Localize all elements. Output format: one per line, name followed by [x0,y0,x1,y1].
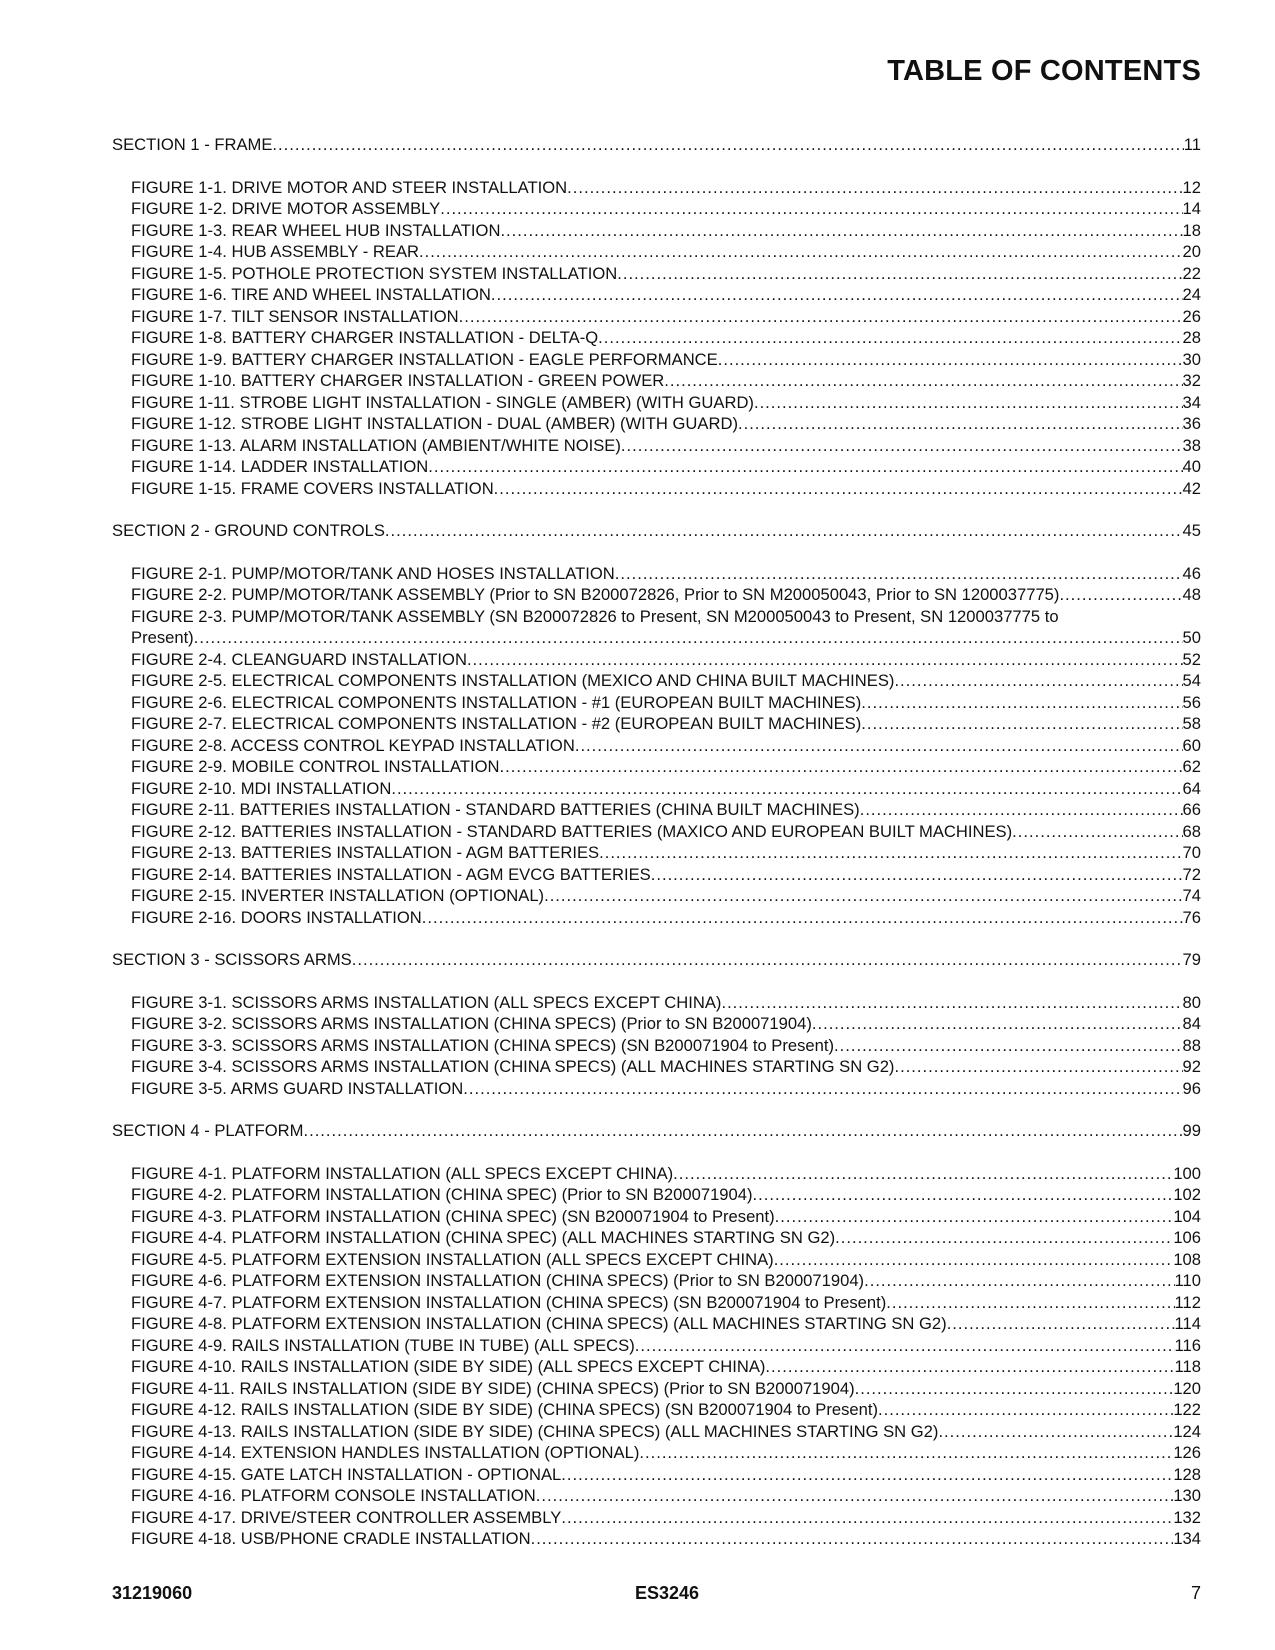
toc-figure-entry[interactable] [112,177,1201,199]
toc-page-number: 11 [1183,135,1201,154]
toc-figure-entry[interactable] [112,1056,1201,1078]
dot-leader [463,1078,1182,1100]
toc-figure-title: FIGURE 1-10. BATTERY CHARGER INSTALLATION - GREEN POWER [131,371,665,390]
toc-page-number: 46 [1182,563,1201,583]
toc-figure-entry[interactable] [112,563,1201,585]
toc-figure-title: FIGURE 3-4. SCISSORS ARMS INSTALLATION (CHINA SPECS) (ALL MACHINES STARTING SN G2) [131,1057,895,1076]
toc-figure-title: FIGURE 3-1. SCISSORS ARMS INSTALLATION (ALL SPECS EXCEPT CHINA) [131,992,722,1012]
toc-figure-title: FIGURE 1-3. REAR WHEEL HUB INSTALLATION [131,220,501,240]
toc-figure-entry[interactable] [112,1013,1201,1035]
dot-leader [194,627,1183,649]
toc-figure-entry[interactable] [112,198,1201,220]
dot-leader [617,263,1182,285]
toc-figure-entry[interactable] [112,627,1201,649]
dot-leader [812,1013,1183,1035]
toc-figure-entry[interactable] [112,778,1201,800]
toc-page-number: 84 [1182,1014,1201,1033]
dot-leader [391,778,1182,800]
toc-figure-title: FIGURE 3-2. SCISSORS ARMS INSTALLATION (CHINA SPECS) (Prior to SN B200071904) [131,1014,812,1033]
toc-page-number: 28 [1182,328,1201,347]
dot-leader [861,713,1182,735]
toc-figure-title: FIGURE 2-2. PUMP/MOTOR/TANK ASSEMBLY (Prior to SN B200072826, Prior to SN M200050043, Prior to SN 1200037775) [131,585,1060,604]
dot-leader [774,1249,1174,1271]
toc-figure-title: FIGURE 2-7. ELECTRICAL COMPONENTS INSTALLATION - #2 (EUROPEAN BUILT MACHINES) [131,714,862,733]
toc-figure-entry[interactable] [112,1442,1201,1464]
toc-page-number: 124 [1173,1421,1201,1441]
toc-page-number: 134 [1173,1529,1201,1548]
toc-figure-entry[interactable] [112,649,1201,671]
toc-figure-entry[interactable] [112,907,1201,929]
toc-page-number: 22 [1182,263,1201,283]
dot-leader [861,692,1182,714]
toc-page-number: 120 [1173,1378,1201,1398]
toc-figure-title: FIGURE 2-12. BATTERIES INSTALLATION - STANDARD BATTERIES (MAXICO AND EUROPEAN BUILT MACHINES) [131,821,1013,841]
toc-section-title: SECTION 3 - SCISSORS ARMS [112,950,352,969]
dot-leader [855,1378,1174,1400]
toc-figure-entry[interactable] [112,263,1201,285]
dot-leader [878,1399,1173,1421]
dot-leader [561,1464,1173,1486]
toc-figure-title: FIGURE 1-13. ALARM INSTALLATION (AMBIENT/WHITE NOISE) [131,435,621,455]
toc-figure-entry[interactable] [112,1292,1201,1314]
toc-figure-title: FIGURE 4-18. USB/PHONE CRADLE INSTALLATION [131,1529,531,1548]
toc-section-title: SECTION 1 - FRAME [112,135,273,154]
dot-leader [598,327,1182,349]
toc-figure-entry[interactable] [112,584,1201,606]
toc-page-number: 100 [1173,1163,1201,1183]
toc-page-number: 116 [1174,1335,1201,1355]
toc-figure-title: FIGURE 4-14. EXTENSION HANDLES INSTALLATION (OPTIONAL) [131,1443,640,1462]
dot-leader [938,1421,1173,1443]
toc-page-number: 122 [1173,1400,1201,1419]
toc-figure-entry[interactable] [112,1163,1201,1185]
toc-figure-title: Present) [131,628,194,647]
dot-leader [738,413,1183,435]
toc-page-number: 130 [1173,1486,1201,1505]
toc-figure-title: FIGURE 2-15. INVERTER INSTALLATION (OPTIONAL) [131,886,545,905]
toc-figure-entry[interactable] [112,220,1201,242]
dot-leader [531,1528,1174,1550]
dot-leader [575,735,1183,757]
toc-page-number: 18 [1182,220,1201,240]
toc-page-number: 64 [1182,778,1201,798]
toc-figure-title: FIGURE 2-13. BATTERIES INSTALLATION - AGM BATTERIES [131,843,600,862]
dot-leader [536,1485,1174,1507]
toc-figure-title: FIGURE 1-15. FRAME COVERS INSTALLATION [131,478,494,498]
toc-page-number: 126 [1173,1443,1201,1462]
toc-figure-title: FIGURE 4-11. RAILS INSTALLATION (SIDE BY SIDE) (CHINA SPECS) (Prior to SN B200071904) [131,1378,855,1398]
toc-figure-entry[interactable] [112,692,1201,714]
dot-leader [947,1313,1175,1335]
dot-leader [494,478,1183,500]
toc-page-number: 20 [1182,242,1201,261]
toc-figure-entry[interactable] [112,756,1201,778]
toc-page-number: 88 [1182,1035,1201,1055]
dot-leader [561,1507,1173,1529]
toc-figure-title: FIGURE 3-3. SCISSORS ARMS INSTALLATION (CHINA SPECS) (SN B200071904 to Present) [131,1035,835,1055]
toc-figure-entry[interactable] [112,327,1201,349]
dot-leader [599,842,1182,864]
toc-figure-title: FIGURE 4-3. PLATFORM INSTALLATION (CHINA SPEC) (SN B200071904 to Present) [131,1206,775,1226]
toc-page-number: 104 [1173,1206,1201,1226]
toc-figure-entry[interactable] [112,306,1201,328]
dot-leader [765,1356,1174,1378]
dot-leader [835,1227,1173,1249]
toc-figure-entry[interactable] [112,1184,1201,1206]
toc-page-number: 24 [1182,285,1201,304]
toc-figure-title: FIGURE 4-17. DRIVE/STEER CONTROLLER ASSEMBLY [131,1507,562,1527]
dot-leader [754,392,1183,414]
toc-section-entry[interactable] [112,1120,1201,1142]
toc-figure-entry[interactable] [112,1399,1201,1421]
toc-figure-title: FIGURE 1-7. TILT SENSOR INSTALLATION [131,306,459,326]
dot-leader [639,1442,1173,1464]
toc-figure-title: FIGURE 2-16. DOORS INSTALLATION [131,907,422,927]
toc-page-number: 48 [1182,585,1201,604]
toc-page-number: 56 [1182,692,1201,712]
toc-figure-title: FIGURE 4-15. GATE LATCH INSTALLATION - OPTIONAL [131,1464,562,1484]
toc-figure-entry[interactable] [112,713,1201,735]
toc-page-number: 79 [1182,950,1201,969]
toc-figure-title: FIGURE 2-8. ACCESS CONTROL KEYPAD INSTALLATION [131,735,575,755]
toc-figure-title: FIGURE 4-8. PLATFORM EXTENSION INSTALLATION (CHINA SPECS) (ALL MACHINES STARTING SN G2) [131,1314,947,1333]
toc-page-number: 108 [1173,1249,1201,1269]
toc-page-number: 106 [1173,1228,1201,1247]
toc-figure-entry[interactable] [112,1507,1201,1529]
toc-figure-entry[interactable] [112,842,1201,864]
toc-figure-title: FIGURE 1-8. BATTERY CHARGER INSTALLATION - DELTA-Q [131,328,599,347]
toc-figure-title: FIGURE 4-16. PLATFORM CONSOLE INSTALLATION [131,1486,536,1505]
toc-page-number: 36 [1182,414,1201,433]
footer-doc-number: 31219060 [112,1583,193,1603]
toc-page-number: 62 [1182,757,1201,776]
toc-page-number: 52 [1182,649,1201,669]
toc-figure-entry[interactable] [112,885,1201,907]
toc-page-number: 112 [1174,1292,1201,1312]
toc-figure-title: FIGURE 4-2. PLATFORM INSTALLATION (CHINA SPEC) (Prior to SN B200071904) [131,1185,753,1204]
toc-page-number: 32 [1182,371,1201,390]
toc-figure-entry[interactable] [112,392,1201,414]
toc-figure-title: FIGURE 1-9. BATTERY CHARGER INSTALLATION - EAGLE PERFORMANCE [131,349,718,369]
toc-figure-title: FIGURE 2-4. CLEANGUARD INSTALLATION [131,649,467,669]
toc-figure-title: FIGURE 2-14. BATTERIES INSTALLATION - AGM EVCG BATTERIES [131,864,651,884]
table-of-contents [112,134,1201,1550]
toc-figure-title: FIGURE 1-12. STROBE LIGHT INSTALLATION - DUAL (AMBER) (WITH GUARD) [131,414,738,433]
toc-page-number: 34 [1182,392,1201,412]
dot-leader [894,670,1182,692]
dot-leader [651,864,1183,886]
toc-figure-entry[interactable] [112,370,1201,392]
toc-figure-entry[interactable] [112,478,1201,500]
toc-figure-entry[interactable] [112,799,1201,821]
dot-leader [1012,821,1182,843]
toc-figure-entry[interactable] [112,1464,1201,1486]
toc-page-number: 99 [1182,1121,1201,1140]
toc-figure-entry[interactable] [112,349,1201,371]
toc-figure-entry[interactable] [112,864,1201,886]
toc-figure-entry[interactable] [112,606,1201,628]
toc-page-number: 50 [1182,628,1201,647]
dot-leader [894,1056,1182,1078]
dot-leader [500,756,1183,778]
toc-page-number: 96 [1182,1078,1201,1098]
dot-leader [775,1206,1174,1228]
toc-page-number: 132 [1173,1507,1201,1527]
toc-figure-entry[interactable] [112,1485,1201,1507]
toc-figure-title: FIGURE 2-10. MDI INSTALLATION [131,778,392,798]
toc-page-number: 42 [1182,478,1201,498]
toc-figure-entry[interactable] [112,413,1201,435]
toc-figure-entry[interactable] [112,241,1201,263]
dot-leader [615,563,1183,585]
toc-page-number: 12 [1182,177,1201,197]
dot-leader [544,885,1182,907]
page-title: TABLE OF CONTENTS [887,55,1201,87]
dot-leader [467,649,1183,671]
toc-page-number: 110 [1174,1271,1201,1290]
dot-leader [419,241,1183,263]
toc-figure-title: FIGURE 4-5. PLATFORM EXTENSION INSTALLATION (ALL SPECS EXCEPT CHINA) [131,1249,774,1269]
toc-figure-entry[interactable] [112,1356,1201,1378]
toc-figure-entry[interactable] [112,1249,1201,1271]
toc-figure-title: FIGURE 3-5. ARMS GUARD INSTALLATION [131,1078,464,1098]
dot-leader [500,220,1182,242]
dot-leader [440,198,1182,220]
toc-figure-title: FIGURE 2-11. BATTERIES INSTALLATION - STANDARD BATTERIES (CHINA BUILT MACHINES) [131,800,860,819]
toc-page-number: 40 [1182,457,1201,476]
toc-figure-entry[interactable] [112,1035,1201,1057]
toc-section-entry[interactable] [112,520,1201,542]
toc-figure-entry[interactable] [112,1335,1201,1357]
toc-figure-title: FIGURE 4-9. RAILS INSTALLATION (TUBE IN TUBE) (ALL SPECS) [131,1335,635,1355]
toc-figure-entry[interactable] [112,1206,1201,1228]
toc-page-number: 76 [1182,907,1201,927]
toc-page-number: 66 [1182,800,1201,819]
toc-figure-entry[interactable] [112,1378,1201,1400]
dot-leader [428,456,1182,478]
toc-section-entry[interactable] [112,134,1201,156]
toc-figure-title: FIGURE 1-4. HUB ASSEMBLY - REAR [131,242,420,261]
toc-figure-entry[interactable] [112,821,1201,843]
dot-leader [834,1035,1183,1057]
toc-figure-title: FIGURE 4-12. RAILS INSTALLATION (SIDE BY SIDE) (CHINA SPECS) (SN B200071904 to Present) [131,1400,878,1419]
toc-figure-title: FIGURE 4-6. PLATFORM EXTENSION INSTALLATION (CHINA SPECS) (Prior to SN B200071904) [131,1271,865,1290]
toc-page-number: 45 [1182,521,1201,540]
footer-page-number: 7 [1190,1583,1201,1603]
toc-figure-title: FIGURE 1-11. STROBE LIGHT INSTALLATION - SINGLE (AMBER) (WITH GUARD) [131,392,754,412]
toc-page-number: 38 [1182,435,1201,455]
dot-leader [721,992,1182,1014]
dot-leader [422,907,1183,929]
dot-leader [860,799,1183,821]
dot-leader [272,134,1183,156]
toc-figure-title: FIGURE 2-1. PUMP/MOTOR/TANK AND HOSES INSTALLATION [131,563,615,583]
dot-leader [491,284,1183,306]
footer-model: ES3246 [635,1583,700,1603]
dot-leader [1059,584,1182,606]
toc-page-number: 54 [1182,671,1201,690]
dot-leader [864,1270,1174,1292]
toc-page-number: 102 [1173,1185,1201,1204]
toc-figure-entry[interactable] [112,1528,1201,1550]
toc-figure-entry[interactable] [112,1078,1201,1100]
toc-figure-title: FIGURE 1-5. POTHOLE PROTECTION SYSTEM INSTALLATION [131,263,618,283]
toc-page-number: 60 [1182,735,1201,755]
dot-leader [352,949,1183,971]
dot-leader [635,1335,1175,1357]
toc-figure-entry[interactable] [112,1227,1201,1249]
toc-figure-entry[interactable] [112,1270,1201,1292]
toc-figure-title: FIGURE 2-6. ELECTRICAL COMPONENTS INSTALLATION - #1 (EUROPEAN BUILT MACHINES) [131,692,862,712]
dot-leader [303,1120,1182,1142]
toc-figure-entry[interactable] [112,992,1201,1014]
dot-leader [664,370,1182,392]
toc-section-entry[interactable] [112,949,1201,971]
toc-figure-entry[interactable] [112,1313,1201,1335]
dot-leader [459,306,1183,328]
toc-figure-title: FIGURE 1-14. LADDER INSTALLATION [131,457,429,476]
toc-figure-title: FIGURE 4-7. PLATFORM EXTENSION INSTALLATION (CHINA SPECS) (SN B200071904 to Present) [131,1292,887,1312]
toc-figure-entry[interactable] [112,1421,1201,1443]
toc-figure-title: FIGURE 4-1. PLATFORM INSTALLATION (ALL SPECS EXCEPT CHINA) [131,1163,674,1183]
toc-figure-entry[interactable] [112,456,1201,478]
toc-page-number: 26 [1182,306,1201,326]
toc-figure-title: FIGURE 1-2. DRIVE MOTOR ASSEMBLY [131,199,441,218]
toc-figure-entry[interactable] [112,735,1201,757]
toc-page-number: 118 [1174,1357,1201,1376]
toc-figure-entry[interactable] [112,670,1201,692]
toc-section-title: SECTION 2 - GROUND CONTROLS [112,521,385,540]
dot-leader [753,1184,1174,1206]
toc-page-number: 114 [1174,1314,1201,1333]
toc-figure-entry[interactable] [112,435,1201,457]
toc-page-number: 74 [1182,886,1201,905]
toc-page-number: 30 [1182,349,1201,369]
dot-leader [886,1292,1174,1314]
toc-figure-title: FIGURE 1-1. DRIVE MOTOR AND STEER INSTALLATION [131,177,568,197]
toc-page-number: 14 [1182,199,1201,218]
dot-leader [567,177,1182,199]
toc-page-number: 80 [1182,992,1201,1012]
dot-leader [385,520,1183,542]
toc-page-number: 68 [1182,821,1201,841]
toc-page-number: 72 [1182,864,1201,884]
dot-leader [673,1163,1173,1185]
toc-page-number: 92 [1182,1057,1201,1076]
toc-section-title: SECTION 4 - PLATFORM [112,1121,304,1140]
dot-leader [621,435,1183,457]
toc-figure-title: FIGURE 2-3. PUMP/MOTOR/TANK ASSEMBLY (SN B200072826 to Present, SN M200050043 to Present, SN 1200037775 to [131,606,1059,626]
toc-figure-title: FIGURE 2-9. MOBILE CONTROL INSTALLATION [131,757,500,776]
toc-page-number: 58 [1182,714,1201,733]
dot-leader [718,349,1183,371]
toc-page-number: 128 [1173,1464,1201,1484]
toc-figure-title: FIGURE 1-6. TIRE AND WHEEL INSTALLATION [131,285,491,304]
toc-page-number: 70 [1182,843,1201,862]
toc-figure-title: FIGURE 4-13. RAILS INSTALLATION (SIDE BY SIDE) (CHINA SPECS) (ALL MACHINES STARTING SN G2) [131,1421,939,1441]
toc-figure-title: FIGURE 4-10. RAILS INSTALLATION (SIDE BY SIDE) (ALL SPECS EXCEPT CHINA) [131,1357,766,1376]
toc-figure-entry[interactable] [112,284,1201,306]
toc-figure-title: FIGURE 2-5. ELECTRICAL COMPONENTS INSTALLATION (MEXICO AND CHINA BUILT MACHINES) [131,671,895,690]
toc-figure-title: FIGURE 4-4. PLATFORM INSTALLATION (CHINA SPEC) (ALL MACHINES STARTING SN G2) [131,1228,836,1247]
